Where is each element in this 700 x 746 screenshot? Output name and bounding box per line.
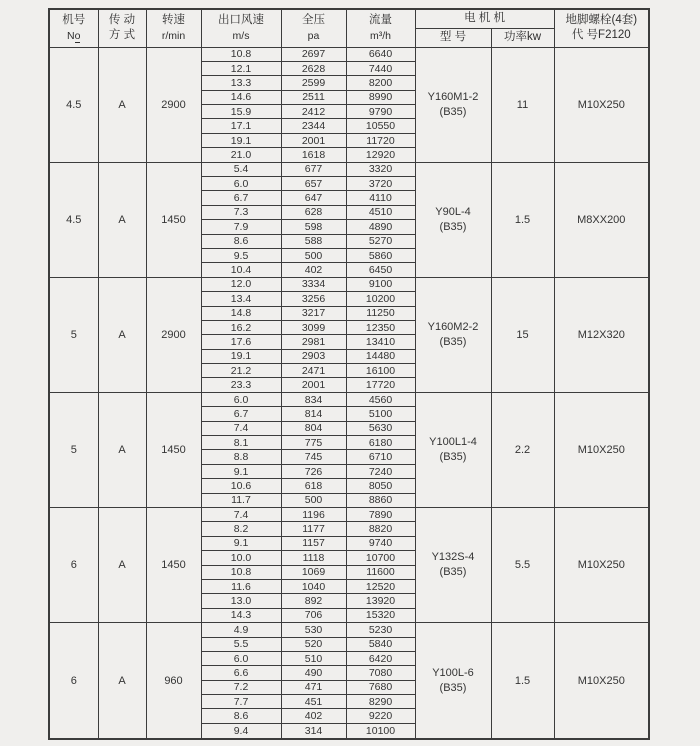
- header-flow-label: 流量: [369, 14, 392, 27]
- speed-cell: 1450: [146, 392, 201, 507]
- total-pressure-cell: 402: [281, 263, 346, 277]
- flow-cell: 13410: [346, 335, 415, 349]
- header-machine-no: [49, 9, 98, 47]
- total-pressure-cell: 677: [281, 162, 346, 176]
- flow-cell: 8990: [346, 90, 415, 104]
- total-pressure-cell: 598: [281, 220, 346, 234]
- flow-cell: 4890: [346, 220, 415, 234]
- motor-power-cell: 2.2: [491, 392, 554, 507]
- flow-cell: 6450: [346, 263, 415, 277]
- total-pressure-cell: 892: [281, 594, 346, 608]
- total-pressure-cell: 2001: [281, 133, 346, 147]
- header-bolt-line1: 地脚螺栓(4套): [565, 13, 638, 26]
- outlet-velocity-cell: 14.6: [201, 90, 281, 104]
- header-motor-model: 型 号: [415, 28, 491, 47]
- total-pressure-cell: 3099: [281, 320, 346, 334]
- flow-cell: 9790: [346, 105, 415, 119]
- header-motor-group: 电 机 机: [415, 9, 554, 28]
- spec-row: [49, 162, 649, 176]
- total-pressure-cell: 3334: [281, 277, 346, 291]
- bolt-cell: M12X320: [554, 277, 649, 392]
- flow-cell: 8820: [346, 522, 415, 536]
- flow-cell: 12520: [346, 579, 415, 593]
- total-pressure-cell: 2001: [281, 378, 346, 392]
- total-pressure-cell: 510: [281, 651, 346, 665]
- flow-cell: 15320: [346, 608, 415, 622]
- flow-cell: 11250: [346, 306, 415, 320]
- drive-cell: A: [98, 508, 146, 623]
- flow-cell: 4110: [346, 191, 415, 205]
- outlet-velocity-cell: 5.4: [201, 162, 281, 176]
- machine-no-cell: 6: [49, 623, 98, 739]
- flow-cell: 7440: [346, 61, 415, 75]
- spec-row: [49, 277, 649, 291]
- total-pressure-cell: 588: [281, 234, 346, 248]
- total-pressure-cell: 647: [281, 191, 346, 205]
- outlet-velocity-cell: 8.6: [201, 709, 281, 723]
- spec-row: [49, 47, 649, 61]
- bolt-cell: M8XX200: [554, 162, 649, 277]
- motor-power-cell: 1.5: [491, 623, 554, 739]
- flow-cell: 10200: [346, 292, 415, 306]
- motor-power-cell: 1.5: [491, 162, 554, 277]
- total-pressure-cell: 2511: [281, 90, 346, 104]
- flow-cell: 9740: [346, 536, 415, 550]
- outlet-velocity-cell: 13.0: [201, 594, 281, 608]
- motor-model-cell: [415, 277, 491, 392]
- motor-model-cell: [415, 623, 491, 739]
- total-pressure-cell: 1118: [281, 551, 346, 565]
- total-pressure-cell: 530: [281, 623, 346, 637]
- total-pressure-cell: 500: [281, 248, 346, 262]
- header-outlet-velocity: [201, 9, 281, 47]
- outlet-velocity-cell: 19.1: [201, 349, 281, 363]
- outlet-velocity-cell: 6.0: [201, 651, 281, 665]
- outlet-velocity-cell: 11.7: [201, 493, 281, 507]
- machine-no-cell: 4.5: [49, 47, 98, 162]
- flow-cell: 13920: [346, 594, 415, 608]
- outlet-velocity-cell: 9.4: [201, 723, 281, 739]
- speed-cell: 960: [146, 623, 201, 739]
- header-bolt: [554, 9, 649, 47]
- outlet-velocity-cell: 10.8: [201, 47, 281, 61]
- flow-cell: 5840: [346, 637, 415, 651]
- machine-no-cell: 4.5: [49, 162, 98, 277]
- total-pressure-cell: 2599: [281, 76, 346, 90]
- motor-model: Y160M1-2: [427, 90, 479, 103]
- flow-cell: 11600: [346, 565, 415, 579]
- outlet-velocity-cell: 12.1: [201, 61, 281, 75]
- total-pressure-cell: 1196: [281, 508, 346, 522]
- total-pressure-cell: 814: [281, 407, 346, 421]
- outlet-velocity-cell: 13.4: [201, 292, 281, 306]
- motor-frame: (B35): [439, 105, 467, 118]
- speed-cell: 1450: [146, 508, 201, 623]
- flow-cell: 12920: [346, 148, 415, 162]
- outlet-velocity-cell: 9.1: [201, 536, 281, 550]
- motor-frame: (B35): [439, 681, 467, 694]
- machine-no-cell: 5: [49, 392, 98, 507]
- flow-cell: 10100: [346, 723, 415, 739]
- total-pressure-cell: 706: [281, 608, 346, 622]
- outlet-velocity-cell: 10.4: [201, 263, 281, 277]
- flow-cell: 5270: [346, 234, 415, 248]
- total-pressure-cell: 726: [281, 464, 346, 478]
- flow-cell: 7680: [346, 680, 415, 694]
- total-pressure-cell: 1069: [281, 565, 346, 579]
- outlet-velocity-cell: 19.1: [201, 133, 281, 147]
- total-pressure-cell: 500: [281, 493, 346, 507]
- header-speed-label: 转速: [162, 14, 185, 27]
- table-header: [49, 9, 649, 47]
- motor-power-cell: 5.5: [491, 508, 554, 623]
- outlet-velocity-cell: 17.6: [201, 335, 281, 349]
- outlet-velocity-cell: 13.3: [201, 76, 281, 90]
- total-pressure-cell: 1618: [281, 148, 346, 162]
- flow-cell: 8050: [346, 479, 415, 493]
- outlet-velocity-cell: 14.8: [201, 306, 281, 320]
- flow-cell: 9100: [346, 277, 415, 291]
- header-bolt-line2: 代 号F2120: [571, 29, 631, 42]
- total-pressure-cell: 2344: [281, 119, 346, 133]
- fan-spec-table: [48, 8, 650, 740]
- total-pressure-cell: 745: [281, 450, 346, 464]
- total-pressure-cell: 2471: [281, 364, 346, 378]
- header-speed-unit: r/min: [161, 29, 186, 42]
- outlet-velocity-cell: 10.0: [201, 551, 281, 565]
- total-pressure-cell: 402: [281, 709, 346, 723]
- speed-cell: 1450: [146, 162, 201, 277]
- outlet-velocity-cell: 7.3: [201, 205, 281, 219]
- outlet-velocity-cell: 7.2: [201, 680, 281, 694]
- header-motor-power: 功率kw: [491, 28, 554, 47]
- total-pressure-cell: 3256: [281, 292, 346, 306]
- motor-frame: (B35): [439, 335, 467, 348]
- total-pressure-cell: 2697: [281, 47, 346, 61]
- motor-model: Y160M2-2: [427, 320, 479, 333]
- outlet-velocity-cell: 9.1: [201, 464, 281, 478]
- flow-cell: 4510: [346, 205, 415, 219]
- header-speed: [146, 9, 201, 47]
- flow-cell: 14480: [346, 349, 415, 363]
- total-pressure-cell: 804: [281, 421, 346, 435]
- outlet-velocity-cell: 23.3: [201, 378, 281, 392]
- spec-row: [49, 508, 649, 522]
- header-total-pressure-label: 全压: [302, 14, 325, 27]
- motor-power-cell: 15: [491, 277, 554, 392]
- bolt-cell: M10X250: [554, 47, 649, 162]
- total-pressure-cell: 775: [281, 436, 346, 450]
- drive-cell: A: [98, 623, 146, 739]
- flow-cell: 10550: [346, 119, 415, 133]
- motor-model: Y100L-6: [432, 666, 474, 679]
- outlet-velocity-cell: 17.1: [201, 119, 281, 133]
- flow-cell: 5860: [346, 248, 415, 262]
- flow-cell: 3320: [346, 162, 415, 176]
- outlet-velocity-cell: 8.8: [201, 450, 281, 464]
- spec-row: [49, 623, 649, 637]
- outlet-velocity-cell: 7.4: [201, 508, 281, 522]
- outlet-velocity-cell: 10.8: [201, 565, 281, 579]
- outlet-velocity-cell: 6.7: [201, 191, 281, 205]
- flow-cell: 6640: [346, 47, 415, 61]
- flow-cell: 5100: [346, 407, 415, 421]
- motor-power-cell: 11: [491, 47, 554, 162]
- header-total-pressure: [281, 9, 346, 47]
- header-machine-no-en: No: [67, 29, 81, 42]
- flow-cell: 10700: [346, 551, 415, 565]
- total-pressure-cell: 2628: [281, 61, 346, 75]
- flow-cell: 8290: [346, 695, 415, 709]
- header-drive-line2: 方 式: [108, 29, 136, 42]
- flow-cell: 5630: [346, 421, 415, 435]
- motor-model-cell: [415, 47, 491, 162]
- flow-cell: 16100: [346, 364, 415, 378]
- header-flow: [346, 9, 415, 47]
- motor-model-cell: [415, 508, 491, 623]
- outlet-velocity-cell: 21.0: [201, 148, 281, 162]
- total-pressure-cell: 2903: [281, 349, 346, 363]
- flow-cell: 5230: [346, 623, 415, 637]
- outlet-velocity-cell: 15.9: [201, 105, 281, 119]
- outlet-velocity-cell: 4.9: [201, 623, 281, 637]
- speed-cell: 2900: [146, 277, 201, 392]
- flow-cell: 11720: [346, 133, 415, 147]
- outlet-velocity-cell: 6.0: [201, 177, 281, 191]
- total-pressure-cell: 628: [281, 205, 346, 219]
- total-pressure-cell: 2412: [281, 105, 346, 119]
- header-outlet-velocity-label: 出口风速: [218, 14, 264, 27]
- outlet-velocity-cell: 6.7: [201, 407, 281, 421]
- total-pressure-cell: 657: [281, 177, 346, 191]
- drive-cell: A: [98, 162, 146, 277]
- motor-model: Y90L-4: [435, 205, 471, 218]
- flow-cell: 7080: [346, 666, 415, 680]
- flow-cell: 9220: [346, 709, 415, 723]
- flow-cell: 6180: [346, 436, 415, 450]
- outlet-velocity-cell: 21.2: [201, 364, 281, 378]
- flow-cell: 8860: [346, 493, 415, 507]
- outlet-velocity-cell: 6.6: [201, 666, 281, 680]
- outlet-velocity-cell: 9.5: [201, 248, 281, 262]
- header-drive-line1: 传 动: [108, 13, 136, 26]
- outlet-velocity-cell: 14.3: [201, 608, 281, 622]
- table-body: [49, 47, 649, 739]
- drive-cell: A: [98, 47, 146, 162]
- flow-cell: 4560: [346, 392, 415, 406]
- flow-cell: 12350: [346, 320, 415, 334]
- flow-cell: 8200: [346, 76, 415, 90]
- total-pressure-cell: 471: [281, 680, 346, 694]
- header-total-pressure-unit: pa: [307, 29, 320, 42]
- flow-cell: 6420: [346, 651, 415, 665]
- bolt-cell: M10X250: [554, 623, 649, 739]
- total-pressure-cell: 618: [281, 479, 346, 493]
- total-pressure-cell: 520: [281, 637, 346, 651]
- drive-cell: A: [98, 277, 146, 392]
- spec-row: [49, 392, 649, 406]
- motor-model-cell: [415, 162, 491, 277]
- motor-frame: (B35): [439, 566, 467, 579]
- outlet-velocity-cell: 5.5: [201, 637, 281, 651]
- outlet-velocity-cell: 12.0: [201, 277, 281, 291]
- motor-model-cell: [415, 392, 491, 507]
- bolt-cell: M10X250: [554, 392, 649, 507]
- motor-model: Y132S-4: [431, 551, 475, 564]
- outlet-velocity-cell: 16.2: [201, 320, 281, 334]
- bolt-cell: M10X250: [554, 508, 649, 623]
- total-pressure-cell: 451: [281, 695, 346, 709]
- total-pressure-cell: 314: [281, 723, 346, 739]
- outlet-velocity-cell: 6.0: [201, 392, 281, 406]
- motor-model: Y100L1-4: [429, 436, 477, 449]
- header-machine-no-cn: 机号: [62, 14, 86, 27]
- total-pressure-cell: 2981: [281, 335, 346, 349]
- total-pressure-cell: 834: [281, 392, 346, 406]
- total-pressure-cell: 1177: [281, 522, 346, 536]
- flow-cell: 7240: [346, 464, 415, 478]
- total-pressure-cell: 490: [281, 666, 346, 680]
- total-pressure-cell: 1040: [281, 579, 346, 593]
- header-drive: [98, 9, 146, 47]
- total-pressure-cell: 1157: [281, 536, 346, 550]
- flow-cell: 6710: [346, 450, 415, 464]
- header-outlet-velocity-unit: m/s: [232, 29, 250, 42]
- flow-cell: 17720: [346, 378, 415, 392]
- outlet-velocity-cell: 8.6: [201, 234, 281, 248]
- outlet-velocity-cell: 7.9: [201, 220, 281, 234]
- machine-no-cell: 5: [49, 277, 98, 392]
- outlet-velocity-cell: 8.1: [201, 436, 281, 450]
- flow-cell: 3720: [346, 177, 415, 191]
- speed-cell: 2900: [146, 47, 201, 162]
- outlet-velocity-cell: 8.2: [201, 522, 281, 536]
- outlet-velocity-cell: 7.7: [201, 695, 281, 709]
- header-flow-unit: m³/h: [370, 29, 391, 42]
- machine-no-cell: 6: [49, 508, 98, 623]
- outlet-velocity-cell: 11.6: [201, 579, 281, 593]
- outlet-velocity-cell: 10.6: [201, 479, 281, 493]
- outlet-velocity-cell: 7.4: [201, 421, 281, 435]
- flow-cell: 7890: [346, 508, 415, 522]
- motor-frame: (B35): [439, 450, 467, 463]
- drive-cell: A: [98, 392, 146, 507]
- total-pressure-cell: 3217: [281, 306, 346, 320]
- motor-frame: (B35): [439, 220, 467, 233]
